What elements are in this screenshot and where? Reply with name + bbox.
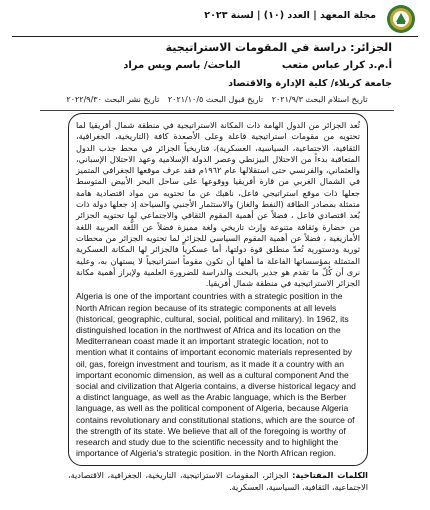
keywords-text: الجزائر، المقومات الاستراتيجية، التاريخية، الجغرافية، الاقتصادية، الاجتماعية، الثقافية، السياسية، العسكرية. xyxy=(68,470,368,492)
abstract-arabic: تُعد الجزائر من الدول الهامة ذات المكانة الاستراتيجية في منطقة شمال أفريقيا لما تحتويه من مقومات استراتيجية فاعلة وعلى الأصعدة كافة (التاريخية، الجغرافية، الثقافية، الاجتماعية، السياسية، العسكرية)، فتاريخياً الجزائر في محط جذب الدول المتعاقبة بدءاً من الاحتلال البيزنطي وعصر الدولة الإسلامية وعهد الاحتلال الإسباني، والعثماني، والفرنسي حتى استقلالها عام ١٩٦٢م فقد عرف موقعها الجغرافي المتميز في الشمال الغربي من قارة أفريقيا ووقوعها على ساحل البحر الأبيض المتوسط جعلها ذات موقع استراتيجي فاعل، ناهيك عن ما تحتويه من مواد اقتصادية هامة متمثلة بمصادر الطاقة (النفط والغاز) والاستثمار الأجنبي والسياحة إذ جعلها دولة ذات بُعد اقتصادي فاعل ، فضلاً عن أهمية المقوم الثقافي والاجتماعي لما تحتويه الجزائر من حضارة وثقافة متنوعة وإرث تاريخي ولغة مميزة فضلاً عن اللُّغة العربية اللغة الأمازيغية ، فضلاً عن أهمية المقوم السياسي للجزائر لما تحتويه الجزائر من محطات ثورية ودستورية تُعدّ منطلق قوة دولتها، أما عسكرياً فالجزائر لها المكانة العسكرية المتمثلة بمؤسساتها الفاعلة ما أهلها أن تكون مقوماً استراتيجياً لا يستهان به، وعليه نرى أن كُلّ ما تقدم هو جدير بالبحث والدراسة للضرورة العلمية ولإبراز أهمية مكانة الجزائر الاستراتيجية في منطقة شمال أفريقيا. xyxy=(76,120,360,289)
header-divider xyxy=(12,36,418,37)
journal-header xyxy=(12,4,418,34)
author-secondary: الباحث/ باسم ويس مراد xyxy=(123,60,241,71)
date-published: تاريخ نشر البحث ٢٠٢٢/٩/٣٠ xyxy=(66,95,160,104)
author-affiliation: جامعة كربلاء/ كلية الإدارة والاقتصاد xyxy=(228,78,392,89)
date-received: تاريخ استلام البحث ٢٠٢١/٩/٣ xyxy=(271,95,368,104)
publication-dates xyxy=(40,95,394,107)
author-primary: أ.م.د كرار عباس متعب xyxy=(281,60,392,71)
authors-line xyxy=(62,60,392,71)
dates-divider xyxy=(40,110,394,111)
abstract-english: Algeria is one of the important countries with a strategic position in the North African region because of its strategic components at all levels (historical, geographic, cultural, social, political and military). In 1962, its distinguished location in the northwest of Africa and its location on the Mediterranean coast made it an important strategic location, not to mention what it contains of important economic materials represented by oil, gas, foreign investment and tourism, as it made it a country with an important economic dimension, as well as a cultural component And the social and civilization that Algeria contains, a diverse historical legacy and a distinct language, as well as the Arabic language, which is the Berber language, as well as the political component of Algeria, because Algeria contains revolutionary and constitutional stations, which are the source of the strength of its state. We believe that all of the foregoing is worthy of research and study due to the scientific necessity and to highlight the importance of Algeria's strategic position. in the North African region. xyxy=(76,291,356,459)
journal-issue-line: مجلة المعهد | العدد (١٠) | لسنة ٢٠٢٣ xyxy=(204,10,376,21)
date-accepted: تاريخ قبول البحث ٢٠٢١/١٠/٥ xyxy=(167,95,264,104)
keywords-label: الكلمات المفتاحية: xyxy=(292,470,368,480)
abstract-box xyxy=(68,113,368,466)
keywords-section xyxy=(68,470,368,493)
paper-title: الجزائر: دراسة في المقومات الاستراتيجية xyxy=(165,41,392,54)
institute-seal-icon xyxy=(386,4,416,34)
